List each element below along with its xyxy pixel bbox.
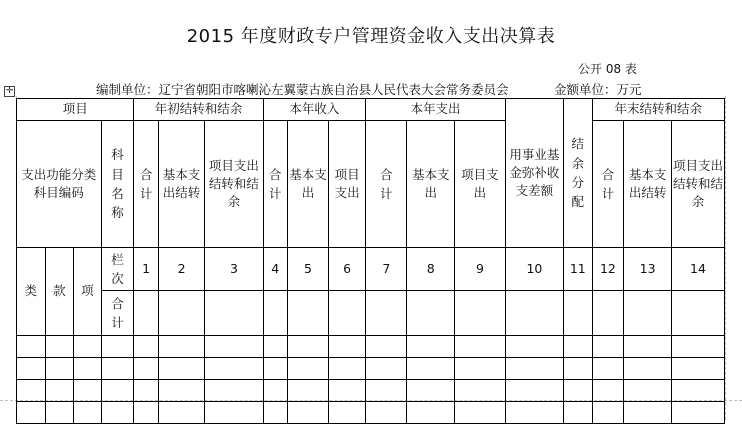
table-cell[interactable] [287,336,328,358]
table-cell[interactable] [624,380,672,402]
header-opening-basic: 基本支出结转 [158,121,205,248]
table-cell[interactable] [158,291,205,336]
table-cell[interactable] [505,336,563,358]
table-cell[interactable] [329,291,366,336]
table-cell[interactable] [17,358,46,380]
table-cell[interactable] [455,291,506,336]
label-total: 合计 [101,291,134,336]
table-cell[interactable] [366,402,407,424]
table-cell[interactable] [592,336,624,358]
group-item: 项目 [17,99,134,121]
group-closing-balance: 年末结转和结余 [592,99,724,121]
group-annual-expense: 本年支出 [366,99,506,121]
table-row [17,380,725,402]
table-cell[interactable] [455,358,506,380]
table-cell[interactable] [134,336,158,358]
table-cell[interactable] [74,336,102,358]
table-cell[interactable] [101,358,134,380]
column-number: 4 [263,248,287,291]
table-cell[interactable] [505,358,563,380]
table-cell[interactable] [205,358,263,380]
label-column-number: 栏次 [101,248,134,291]
table-cell[interactable] [671,402,724,424]
column-number: 6 [329,248,366,291]
table-cell[interactable] [564,380,593,402]
table-cell[interactable] [134,380,158,402]
column-number: 14 [671,248,724,291]
table-cell[interactable] [592,402,624,424]
table-cell[interactable] [45,380,74,402]
table-cell[interactable] [407,358,455,380]
table-row [17,336,725,358]
header-closing-basic: 基本支出结转 [624,121,672,248]
header-expense-project: 项目支出 [455,121,506,248]
table-cell[interactable] [329,358,366,380]
table-cell[interactable] [671,380,724,402]
label-class: 类 [17,248,46,336]
table-cell[interactable] [366,380,407,402]
table-cell[interactable] [17,402,46,424]
column-number: 2 [158,248,205,291]
header-expense-basic: 基本支出 [407,121,455,248]
table-cell[interactable] [407,336,455,358]
table-cell[interactable] [263,402,287,424]
table-cell[interactable] [329,380,366,402]
table-cell[interactable] [287,402,328,424]
column-number: 9 [455,248,506,291]
form-number: 公开 08 表 [578,62,637,76]
table-cell[interactable] [564,336,593,358]
table-cell[interactable] [564,291,593,336]
column-number: 5 [287,248,328,291]
table-cell[interactable] [205,291,263,336]
header-income-project: 项目支出 [329,121,366,248]
header-opening-total: 合计 [134,121,158,248]
table-cell[interactable] [455,380,506,402]
table-cell[interactable] [74,402,102,424]
table-cell[interactable] [263,336,287,358]
table-cell[interactable] [564,358,593,380]
table-cell[interactable] [592,291,624,336]
label-section: 款 [45,248,74,336]
header-fund-subsidy: 用事业基金弥补收支差额 [505,99,563,248]
header-closing-total: 合计 [592,121,624,248]
table-row [17,402,725,424]
header-function-code: 支出功能分类科目编码 [17,121,102,248]
table-cell[interactable] [624,402,672,424]
table-cell[interactable] [74,380,102,402]
column-number: 13 [624,248,672,291]
table-cell[interactable] [671,358,724,380]
table-cell[interactable] [205,336,263,358]
table-cell[interactable] [407,291,455,336]
label-item: 项 [74,248,102,336]
gridline [725,96,726,420]
table-cell[interactable] [101,380,134,402]
column-number: 11 [564,248,593,291]
table-cell[interactable] [205,380,263,402]
header-subject-name: 科目名称 [101,121,134,248]
header-closing-project: 项目支出结转和结余 [671,121,724,248]
table-cell[interactable] [205,402,263,424]
header-expense-total: 合计 [366,121,407,248]
table-cell[interactable] [101,336,134,358]
amount-unit: 金额单位：万元 [554,82,642,97]
table-cell[interactable] [624,358,672,380]
column-number: 8 [407,248,455,291]
table-cell[interactable] [45,358,74,380]
table-cell[interactable] [45,336,74,358]
table-cell[interactable] [17,336,46,358]
column-number: 12 [592,248,624,291]
table-cell[interactable] [455,336,506,358]
table-cell[interactable] [158,358,205,380]
group-opening-balance: 年初结转和结余 [134,99,263,121]
table-cell[interactable] [407,402,455,424]
table-cell[interactable] [134,358,158,380]
table-cell[interactable] [592,380,624,402]
table-cell[interactable] [366,336,407,358]
table-cell[interactable] [158,336,205,358]
page-title: 2015 年度财政专户管理资金收入支出决算表 [186,26,556,47]
table-cell[interactable] [74,358,102,380]
table-cell[interactable] [505,380,563,402]
table-cell[interactable] [505,402,563,424]
report-table [16,98,725,424]
header-surplus-allocation: 结余分配 [564,99,593,248]
table-cell[interactable] [287,380,328,402]
table-cell[interactable] [407,380,455,402]
table-cell[interactable] [455,402,506,424]
table-cell[interactable] [101,402,134,424]
header-income-total: 合计 [263,121,287,248]
table-cell[interactable] [564,402,593,424]
table-cell[interactable] [329,402,366,424]
table-cell[interactable] [329,336,366,358]
table-cell[interactable] [366,291,407,336]
table-cell[interactable] [263,380,287,402]
table-cell[interactable] [366,358,407,380]
table-cell[interactable] [671,291,724,336]
table-cell[interactable] [134,291,158,336]
table-row [17,358,725,380]
column-number: 3 [205,248,263,291]
table-cell[interactable] [158,402,205,424]
table-cell[interactable] [624,336,672,358]
table-cell[interactable] [263,291,287,336]
header-income-basic: 基本支出 [287,121,328,248]
group-annual-income: 本年收入 [263,99,366,121]
table-cell[interactable] [671,336,724,358]
table-cell[interactable] [624,291,672,336]
table-cell[interactable] [134,402,158,424]
column-number: 7 [366,248,407,291]
table-cell[interactable] [287,358,328,380]
column-number: 10 [505,248,563,291]
header-opening-project: 项目支出结转和结余 [205,121,263,248]
table-cell[interactable] [505,291,563,336]
table-cell[interactable] [17,380,46,402]
column-number: 1 [134,248,158,291]
table-cell[interactable] [263,358,287,380]
move-handle-icon[interactable]: ✛ [5,86,14,96]
table-cell[interactable] [592,358,624,380]
compiling-unit: 编制单位：辽宁省朝阳市喀喇沁左翼蒙古族自治县人民代表大会常务委员会 [96,82,509,97]
table-cell[interactable] [287,291,328,336]
table-cell[interactable] [45,402,74,424]
table-cell[interactable] [158,380,205,402]
